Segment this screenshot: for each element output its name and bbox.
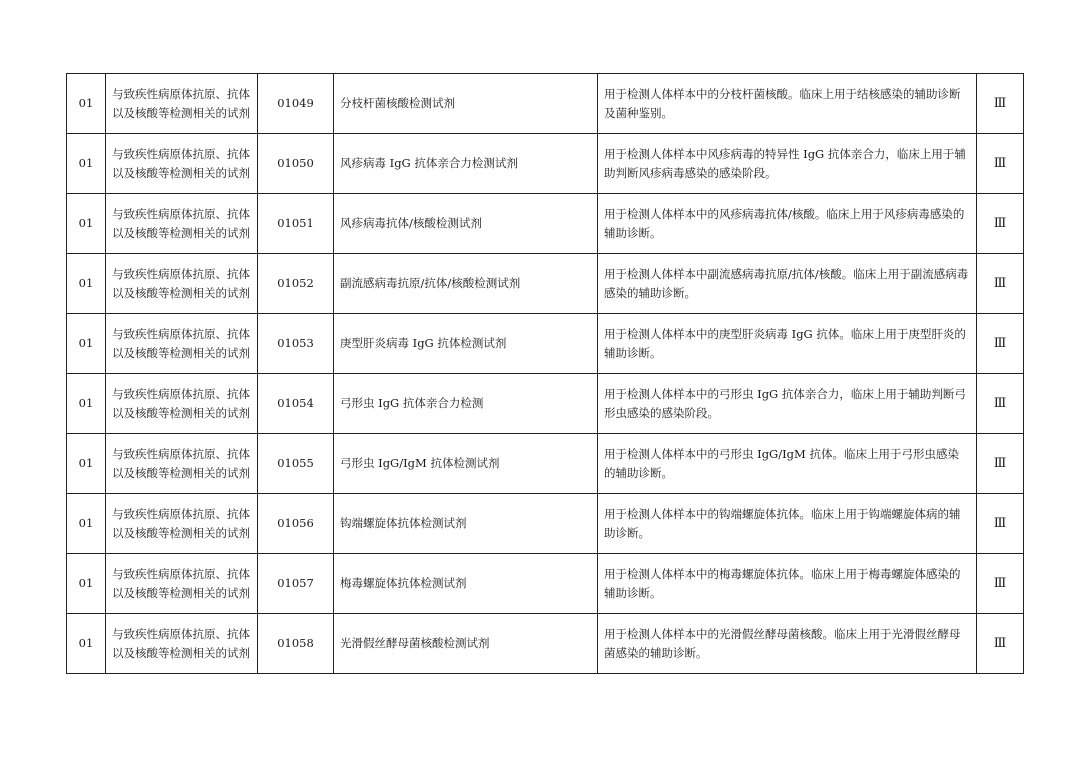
product-name-cell: 弓形虫 IgG/IgM 抗体检测试剂 (334, 434, 598, 494)
table-row (67, 74, 1024, 134)
category-cell: 与致疾性病原体抗原、抗体以及核酸等检测相关的试剂 (106, 254, 258, 314)
code-cell: 01052 (258, 254, 334, 314)
management-class-cell: Ⅲ (977, 314, 1024, 374)
management-class-cell: Ⅲ (977, 194, 1024, 254)
intended-use-cell: 用于检测人体样本中的弓形虫 IgG/IgM 抗体。临床上用于弓形虫感染的辅助诊断。 (598, 434, 977, 494)
management-class-cell: Ⅲ (977, 374, 1024, 434)
code-cell: 01055 (258, 434, 334, 494)
product-name-cell: 光滑假丝酵母菌核酸检测试剂 (334, 614, 598, 674)
catalog-table (66, 73, 1024, 674)
product-name-cell: 风疹病毒 IgG 抗体亲合力检测试剂 (334, 134, 598, 194)
code-cell: 01058 (258, 614, 334, 674)
product-name-cell: 风疹病毒抗体/核酸检测试剂 (334, 194, 598, 254)
management-class-cell: Ⅲ (977, 134, 1024, 194)
subcategory-cell: 01 (67, 314, 106, 374)
product-name-cell: 庚型肝炎病毒 IgG 抗体检测试剂 (334, 314, 598, 374)
table-row (67, 194, 1024, 254)
management-class-cell: Ⅲ (977, 494, 1024, 554)
code-cell: 01049 (258, 74, 334, 134)
table-row (67, 614, 1024, 674)
intended-use-cell: 用于检测人体样本中副流感病毒抗原/抗体/核酸。临床上用于副流感病毒感染的辅助诊断。 (598, 254, 977, 314)
subcategory-cell: 01 (67, 614, 106, 674)
category-cell: 与致疾性病原体抗原、抗体以及核酸等检测相关的试剂 (106, 134, 258, 194)
table-row (67, 434, 1024, 494)
intended-use-cell: 用于检测人体样本中风疹病毒的特异性 IgG 抗体亲合力，临床上用于辅助判断风疹病毒感染的感染阶段。 (598, 134, 977, 194)
management-class-cell: Ⅲ (977, 614, 1024, 674)
table-row (67, 374, 1024, 434)
subcategory-cell: 01 (67, 194, 106, 254)
subcategory-cell: 01 (67, 134, 106, 194)
code-cell: 01057 (258, 554, 334, 614)
category-cell: 与致疾性病原体抗原、抗体以及核酸等检测相关的试剂 (106, 554, 258, 614)
subcategory-cell: 01 (67, 254, 106, 314)
category-cell: 与致疾性病原体抗原、抗体以及核酸等检测相关的试剂 (106, 494, 258, 554)
code-cell: 01053 (258, 314, 334, 374)
category-cell: 与致疾性病原体抗原、抗体以及核酸等检测相关的试剂 (106, 314, 258, 374)
intended-use-cell: 用于检测人体样本中的分枝杆菌核酸。临床上用于结核感染的辅助诊断及菌种鉴别。 (598, 74, 977, 134)
category-cell: 与致疾性病原体抗原、抗体以及核酸等检测相关的试剂 (106, 74, 258, 134)
management-class-cell: Ⅲ (977, 74, 1024, 134)
product-name-cell: 副流感病毒抗原/抗体/核酸检测试剂 (334, 254, 598, 314)
category-cell: 与致疾性病原体抗原、抗体以及核酸等检测相关的试剂 (106, 374, 258, 434)
subcategory-cell: 01 (67, 554, 106, 614)
subcategory-cell: 01 (67, 74, 106, 134)
subcategory-cell: 01 (67, 434, 106, 494)
intended-use-cell: 用于检测人体样本中的风疹病毒抗体/核酸。临床上用于风疹病毒感染的辅助诊断。 (598, 194, 977, 254)
code-cell: 01054 (258, 374, 334, 434)
code-cell: 01050 (258, 134, 334, 194)
table-row (67, 314, 1024, 374)
category-cell: 与致疾性病原体抗原、抗体以及核酸等检测相关的试剂 (106, 614, 258, 674)
intended-use-cell: 用于检测人体样本中的弓形虫 IgG 抗体亲合力，临床上用于辅助判断弓形虫感染的感染阶段。 (598, 374, 977, 434)
management-class-cell: Ⅲ (977, 254, 1024, 314)
table-row (67, 494, 1024, 554)
table-row (67, 134, 1024, 194)
subcategory-cell: 01 (67, 374, 106, 434)
intended-use-cell: 用于检测人体样本中的光滑假丝酵母菌核酸。临床上用于光滑假丝酵母菌感染的辅助诊断。 (598, 614, 977, 674)
category-cell: 与致疾性病原体抗原、抗体以及核酸等检测相关的试剂 (106, 194, 258, 254)
code-cell: 01051 (258, 194, 334, 254)
category-cell: 与致疾性病原体抗原、抗体以及核酸等检测相关的试剂 (106, 434, 258, 494)
table-row (67, 254, 1024, 314)
subcategory-cell: 01 (67, 494, 106, 554)
intended-use-cell: 用于检测人体样本中的梅毒螺旋体抗体。临床上用于梅毒螺旋体感染的辅助诊断。 (598, 554, 977, 614)
code-cell: 01056 (258, 494, 334, 554)
intended-use-cell: 用于检测人体样本中的庚型肝炎病毒 IgG 抗体。临床上用于庚型肝炎的辅助诊断。 (598, 314, 977, 374)
product-name-cell: 钩端螺旋体抗体检测试剂 (334, 494, 598, 554)
product-name-cell: 梅毒螺旋体抗体检测试剂 (334, 554, 598, 614)
product-name-cell: 分枝杆菌核酸检测试剂 (334, 74, 598, 134)
management-class-cell: Ⅲ (977, 434, 1024, 494)
management-class-cell: Ⅲ (977, 554, 1024, 614)
table-row (67, 554, 1024, 614)
product-name-cell: 弓形虫 IgG 抗体亲合力检测 (334, 374, 598, 434)
intended-use-cell: 用于检测人体样本中的钩端螺旋体抗体。临床上用于钩端螺旋体病的辅助诊断。 (598, 494, 977, 554)
